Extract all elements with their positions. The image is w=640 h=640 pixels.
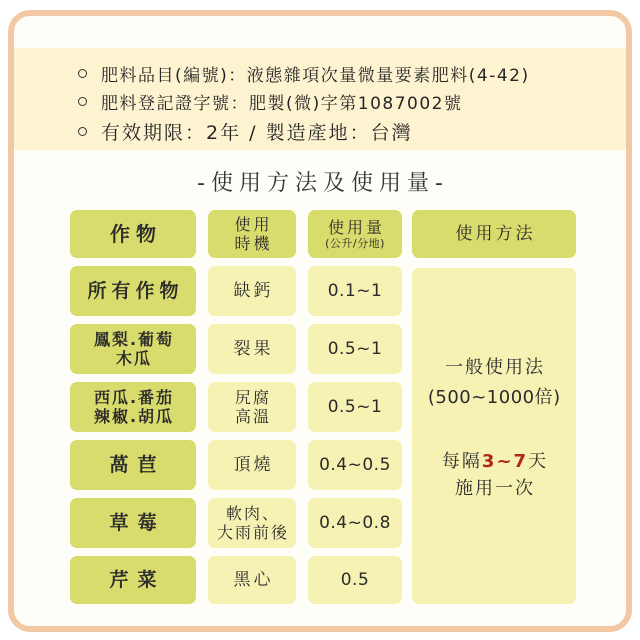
bullet-icon bbox=[78, 69, 87, 78]
header-timing-label: 使用 bbox=[234, 214, 273, 234]
timing-cell bbox=[208, 440, 296, 490]
header-crop-label: 作物 bbox=[110, 222, 162, 246]
header-amount bbox=[308, 210, 402, 258]
timing-text: 裂果 bbox=[233, 338, 274, 359]
amount-value: 0.5~1 bbox=[327, 396, 383, 417]
method-dilution: (500~1000倍) bbox=[427, 387, 561, 408]
timing-text: 缺鈣 bbox=[233, 280, 274, 301]
header-crop bbox=[70, 210, 196, 258]
info-text: 有效期限：2年 / 製造產地：台灣 bbox=[101, 121, 413, 144]
crop-cell bbox=[70, 440, 196, 490]
timing-text: 高溫 bbox=[234, 407, 271, 426]
info-text: 肥料品目(編號)：液態雜項次量微量要素肥料(4-42) bbox=[101, 65, 530, 86]
crop-cell bbox=[70, 382, 196, 432]
bullet-icon bbox=[78, 97, 87, 106]
info-line-registration-number bbox=[78, 89, 462, 113]
amount-cell bbox=[308, 556, 402, 604]
info-line-expiry-origin bbox=[78, 119, 413, 143]
timing-text: 黑心 bbox=[233, 569, 274, 590]
crop-name: 木瓜 bbox=[115, 349, 152, 368]
header-method bbox=[412, 210, 576, 258]
amount-cell bbox=[308, 498, 402, 548]
method-general-label: 一般使用法 bbox=[445, 357, 545, 378]
method-cell bbox=[412, 268, 576, 604]
crop-cell bbox=[70, 556, 196, 604]
crop-cell bbox=[70, 324, 196, 374]
amount-value: 0.4~0.8 bbox=[319, 512, 391, 533]
info-band bbox=[14, 48, 626, 150]
header-method-label: 使用方法 bbox=[455, 223, 536, 244]
crop-name: 鳳梨.葡萄 bbox=[93, 329, 175, 349]
method-interval bbox=[412, 450, 576, 474]
interval-prefix: 每隔 bbox=[441, 451, 482, 472]
crop-cell bbox=[70, 266, 196, 316]
bullet-icon bbox=[78, 127, 87, 136]
crop-name: 西瓜.番茄 bbox=[93, 387, 175, 407]
timing-text: 頂燒 bbox=[233, 454, 274, 475]
section-heading: -使用方法及使用量- bbox=[197, 171, 449, 196]
crop-name: 芹菜 bbox=[109, 568, 166, 591]
crop-name: 草莓 bbox=[109, 511, 166, 534]
amount-cell bbox=[308, 324, 402, 374]
amount-value: 0.5 bbox=[340, 569, 370, 590]
info-line-fertilizer-item bbox=[78, 61, 530, 85]
timing-text: 尻腐 bbox=[234, 387, 271, 407]
amount-cell bbox=[308, 266, 402, 316]
timing-cell bbox=[208, 498, 296, 548]
interval-suffix: 天 bbox=[528, 451, 549, 472]
crop-name: 辣椒.胡瓜 bbox=[93, 407, 175, 426]
timing-cell bbox=[208, 382, 296, 432]
amount-cell bbox=[308, 382, 402, 432]
header-amount-unit: (公升/分地) bbox=[325, 237, 385, 250]
timing-cell bbox=[208, 266, 296, 316]
timing-cell bbox=[208, 324, 296, 374]
header-timing bbox=[208, 210, 296, 258]
crop-name: 所有作物 bbox=[87, 279, 184, 302]
method-frequency: 施用一次 bbox=[455, 478, 535, 499]
amount-value: 0.4~0.5 bbox=[319, 454, 391, 475]
header-amount-label: 使用量 bbox=[327, 217, 385, 237]
interval-days: 3~7 bbox=[481, 451, 529, 472]
timing-text: 大雨前後 bbox=[216, 523, 289, 542]
amount-value: 0.1~1 bbox=[327, 280, 383, 301]
crop-cell bbox=[70, 498, 196, 548]
header-timing-label: 時機 bbox=[234, 234, 273, 253]
usage-table bbox=[70, 210, 576, 604]
info-text: 肥料登記證字號：肥製(微)字第1087002號 bbox=[101, 93, 463, 114]
amount-cell bbox=[308, 440, 402, 490]
timing-cell bbox=[208, 556, 296, 604]
amount-value: 0.5~1 bbox=[327, 338, 383, 359]
crop-name: 萵苣 bbox=[109, 453, 166, 476]
timing-text: 軟肉、 bbox=[225, 503, 280, 523]
